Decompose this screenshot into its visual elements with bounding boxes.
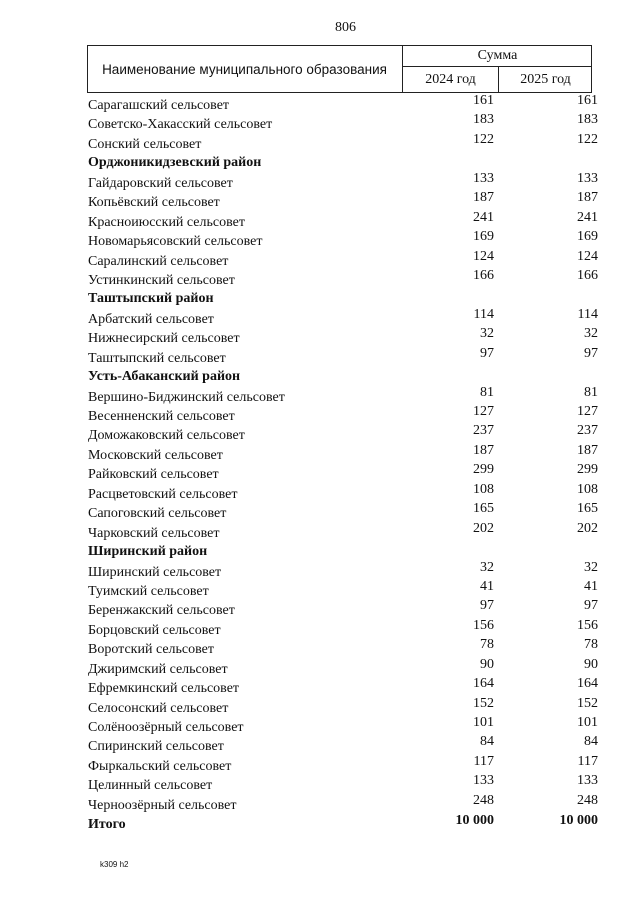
table-row (88, 677, 600, 696)
table-row (88, 619, 600, 638)
header-sum-column: Сумма (403, 45, 592, 67)
amount-2024: 152 (473, 695, 494, 711)
amount-2025: 156 (577, 617, 598, 633)
municipality-name: Солёноозёрный сельсовет (88, 720, 244, 735)
municipality-name: Селосонский сельсовет (88, 700, 229, 716)
amount-2025: 133 (577, 170, 598, 186)
amount-2025: 81 (584, 384, 598, 400)
municipality-name: Гайдаровский сельсовет (88, 175, 233, 191)
district-heading-row (88, 366, 600, 385)
amount-2024: 97 (480, 345, 494, 361)
total-2024: 10 000 (455, 813, 494, 829)
amount-2025: 32 (584, 326, 598, 342)
table-row (88, 502, 600, 521)
table-row (88, 580, 600, 599)
amount-2024: 156 (473, 617, 494, 633)
municipality-name: Райковский сельсовет (88, 467, 219, 483)
table-row (88, 483, 600, 502)
municipality-name: Джиримский сельсовет (88, 661, 228, 677)
table-header (87, 45, 592, 93)
amount-2025: 78 (584, 637, 598, 653)
table-row (88, 94, 600, 113)
municipality-name: Чарковский сельсовет (88, 525, 220, 541)
amount-2024: 161 (473, 93, 494, 108)
amount-2024: 202 (473, 520, 494, 536)
amount-2025: 187 (577, 190, 598, 206)
amount-2024: 78 (480, 637, 494, 653)
amount-2025: 97 (584, 598, 598, 614)
amount-2025: 32 (584, 559, 598, 575)
municipality-name: Фыркальский сельсовет (88, 758, 232, 774)
table-row (88, 774, 600, 793)
amount-2024: 248 (473, 792, 494, 808)
municipality-name: Ширинский сельсовет (88, 564, 222, 580)
municipality-name: Ефремкинский сельсовет (88, 681, 240, 697)
amount-2024: 133 (473, 773, 494, 789)
municipality-name: Сарагашский сельсовет (88, 98, 230, 113)
amount-2024: 241 (473, 209, 494, 225)
amount-2025: 248 (577, 792, 598, 808)
municipality-name: Сонский сельсовет (88, 136, 202, 152)
amount-2024: 81 (480, 384, 494, 400)
table-row (88, 269, 600, 288)
amount-2024: 114 (473, 306, 494, 322)
municipality-name: Сапоговский сельсовет (88, 506, 227, 522)
footer-code: k309 h2 (100, 860, 129, 869)
table-row (88, 658, 600, 677)
table-row (88, 444, 600, 463)
amount-2025: 241 (577, 209, 598, 225)
amount-2025: 183 (577, 112, 598, 128)
amount-2024: 117 (473, 753, 494, 769)
table-row (88, 133, 600, 152)
amount-2024: 164 (473, 676, 494, 692)
amount-2025: 166 (577, 267, 598, 283)
amount-2025: 161 (577, 93, 598, 108)
table-row (88, 211, 600, 230)
municipality-name: Расцветовский сельсовет (88, 486, 238, 502)
amount-2024: 90 (480, 656, 494, 672)
table-row (88, 463, 600, 482)
table-row (88, 386, 600, 405)
table-row (88, 755, 600, 774)
municipality-name: Красноиюсский сельсовет (88, 214, 245, 230)
table-row (88, 424, 600, 443)
district-name: Таштыпский район (88, 291, 214, 307)
table-row (88, 794, 600, 813)
amount-2024: 84 (480, 734, 494, 750)
district-heading-row (88, 152, 600, 171)
table-row (88, 191, 600, 210)
amount-2024: 97 (480, 598, 494, 614)
amount-2025: 124 (577, 248, 598, 264)
amount-2024: 187 (473, 442, 494, 458)
amount-2025: 169 (577, 229, 598, 245)
amount-2024: 166 (473, 267, 494, 283)
amount-2024: 124 (473, 248, 494, 264)
total-2025: 10 000 (559, 813, 598, 829)
amount-2025: 108 (577, 481, 598, 497)
header-year-2024: 2024 год (403, 67, 499, 93)
municipality-name: Беренжакский сельсовет (88, 603, 235, 619)
amount-2024: 237 (473, 423, 494, 439)
amount-2025: 84 (584, 734, 598, 750)
municipality-name: Московский сельсовет (88, 447, 223, 463)
municipality-name: Устинкинский сельсовет (88, 272, 235, 288)
header-name-column: Наименование муниципального образования (87, 45, 403, 93)
municipality-name: Вершино-Биджинский сельсовет (88, 389, 285, 405)
amount-2025: 164 (577, 676, 598, 692)
municipality-name: Доможаковский сельсовет (88, 428, 245, 444)
amount-2025: 187 (577, 442, 598, 458)
table-row (88, 113, 600, 132)
table-row (88, 561, 600, 580)
table-body (88, 94, 600, 833)
district-name: Усть-Абаканский район (88, 369, 241, 385)
header-year-2025: 2025 год (520, 72, 571, 87)
table-row (88, 735, 600, 754)
amount-2024: 32 (480, 559, 494, 575)
table-row (88, 172, 600, 191)
municipality-name: Копьёвский сельсовет (88, 195, 220, 211)
amount-2024: 41 (480, 578, 494, 594)
amount-2024: 165 (473, 501, 494, 517)
amount-2024: 187 (473, 190, 494, 206)
amount-2025: 165 (577, 501, 598, 517)
amount-2024: 32 (480, 326, 494, 342)
table-row (88, 599, 600, 618)
total-label: Итого (88, 817, 126, 833)
amount-2025: 101 (577, 715, 598, 730)
district-name: Орджоникидзевский район (88, 155, 262, 171)
table-row (88, 308, 600, 327)
amount-2025: 122 (577, 131, 598, 147)
municipality-name: Воротский сельсовет (88, 642, 214, 658)
municipality-name: Таштыпский сельсовет (88, 350, 226, 366)
district-heading-row (88, 288, 600, 307)
amount-2024: 108 (473, 481, 494, 497)
municipality-name: Спиринский сельсовет (88, 739, 224, 755)
table-row (88, 327, 600, 346)
total-row (88, 813, 600, 832)
amount-2025: 97 (584, 345, 598, 361)
amount-2025: 299 (577, 462, 598, 478)
amount-2025: 202 (577, 520, 598, 536)
table-row (88, 697, 600, 716)
municipality-name: Арбатский сельсовет (88, 311, 214, 327)
municipality-name: Саралинский сельсовет (88, 253, 229, 269)
amount-2025: 127 (577, 404, 598, 419)
table-row (88, 405, 600, 424)
municipality-name: Черноозёрный сельсовет (88, 797, 237, 813)
municipality-name: Нижнесирский сельсовет (88, 331, 240, 347)
page-number: 806 (335, 20, 356, 35)
amount-2024: 169 (473, 229, 494, 245)
table-row (88, 638, 600, 657)
municipality-name: Туимский сельсовет (88, 583, 209, 599)
amount-2025: 237 (577, 423, 598, 439)
municipality-name: Целинный сельсовет (88, 778, 213, 794)
amount-2024: 133 (473, 170, 494, 186)
table-row (88, 716, 600, 735)
amount-2025: 90 (584, 656, 598, 672)
amount-2025: 152 (577, 695, 598, 711)
amount-2025: 133 (577, 773, 598, 789)
table-row (88, 522, 600, 541)
table-row (88, 250, 600, 269)
municipality-name: Борцовский сельсовет (88, 622, 221, 638)
amount-2024: 101 (473, 715, 494, 730)
district-heading-row (88, 541, 600, 560)
amount-2024: 127 (473, 404, 494, 419)
municipality-name: Советско-Хакасский сельсовет (88, 117, 273, 133)
municipality-name: Новомарьясовский сельсовет (88, 234, 263, 250)
amount-2025: 41 (584, 578, 598, 594)
table-row (88, 230, 600, 249)
amount-2024: 122 (473, 131, 494, 147)
amount-2024: 299 (473, 462, 494, 478)
amount-2025: 117 (577, 753, 598, 769)
district-name: Ширинский район (88, 544, 208, 560)
amount-2024: 183 (473, 112, 494, 128)
amount-2025: 114 (577, 306, 598, 322)
municipality-name: Весенненский сельсовет (88, 409, 235, 424)
table-row (88, 347, 600, 366)
